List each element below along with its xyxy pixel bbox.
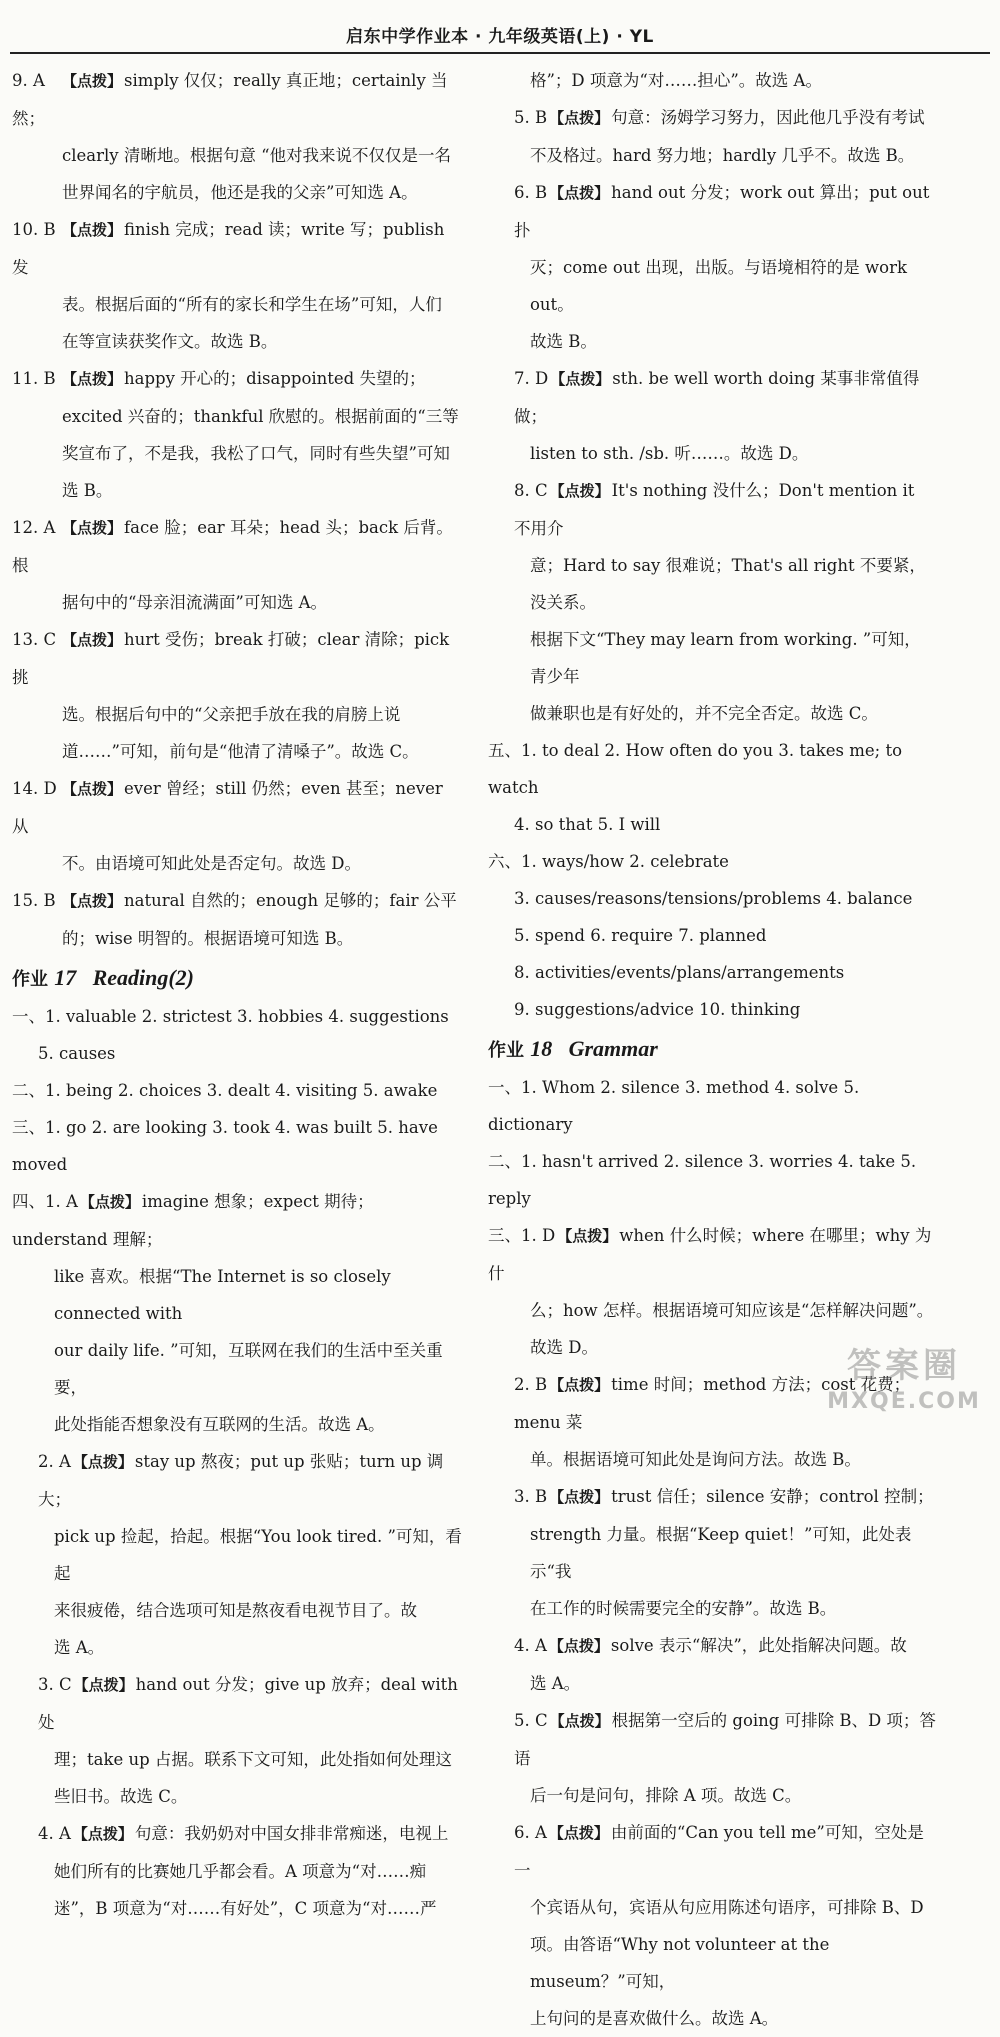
homework-18-heading <box>488 1030 936 1069</box>
answer-line: 故选 B。 <box>530 332 597 351</box>
section-text: 1. being 2. choices 3. dealt 4. visiting 5. awake <box>45 1081 438 1100</box>
answer-number: 11. B <box>12 369 56 388</box>
answer-line: 上句问的是喜欢做什么。故选 A。 <box>530 2009 779 2028</box>
answer-item <box>12 1443 464 1518</box>
answer-number: 1. A <box>45 1192 78 1211</box>
answer-line: 故选 D。 <box>530 1338 598 1357</box>
answer-line: 道……”可知，前句是“他清了清嗓子”。故选 C。 <box>62 742 419 761</box>
section-line <box>488 917 936 954</box>
homework-title: Grammar <box>568 1036 658 1061</box>
answer-text: 由前面的“Can you tell me”可知，空处是一 <box>514 1823 924 1880</box>
hint-tag: 【点拨】 <box>62 72 123 90</box>
answer-number: 2. A <box>38 1452 71 1471</box>
homework-number: 17 <box>54 965 77 990</box>
section-line <box>12 1035 464 1072</box>
answer-line: listen to sth. /sb. 听……。故选 D。 <box>530 444 809 463</box>
section-text: 4. so that 5. I will <box>514 815 661 834</box>
answer-line: 格”；D 项意为“对……担心”。故选 A。 <box>530 71 822 90</box>
answer-item <box>12 62 464 137</box>
section-line <box>488 954 936 991</box>
hint-tag: 【点拨】 <box>549 482 610 500</box>
hint-tag: 【点拨】 <box>62 519 123 537</box>
hint-tag: 【点拨】 <box>548 1637 609 1655</box>
answer-item <box>12 211 464 286</box>
section-number: 四、 <box>12 1192 45 1211</box>
answer-text: hand out 分发；give up 放弃；deal with 处 <box>38 1675 458 1732</box>
answer-number: 1. D <box>521 1226 556 1245</box>
answer-line: 奖宣布了，不是我，我松了口气，同时有些失望”可知 <box>62 444 450 463</box>
answer-number: 4. A <box>514 1636 547 1655</box>
section-line <box>488 880 936 917</box>
answer-number: 4. A <box>38 1824 71 1843</box>
answer-text: hand out 分发；work out 算出；put out 扑 <box>514 183 930 240</box>
answer-number: 5. B <box>514 108 548 127</box>
answer-number: 13. C <box>12 630 57 649</box>
homework-title: Reading(2) <box>92 965 195 990</box>
answer-line: 做兼职也是有好处的，并不完全否定。故选 C。 <box>530 704 878 723</box>
section-text: 3. causes/reasons/tensions/problems 4. balance <box>514 889 913 908</box>
section-text: 1. to deal 2. How often do you 3. takes me; to watch <box>488 741 903 797</box>
section-number: 一、 <box>12 1007 45 1026</box>
answer-line: 表。根据后面的“所有的家长和学生在场”可知，人们 <box>62 295 442 314</box>
answer-text: finish 完成；read 读；write 写；publish 发 <box>12 220 445 277</box>
hint-tag: 【点拨】 <box>62 780 123 798</box>
section-text: 9. suggestions/advice 10. thinking <box>514 1000 801 1019</box>
answer-line: 选 B。 <box>62 481 113 500</box>
answer-text: natural 自然的；enough 足够的；fair 公平 <box>124 891 457 910</box>
answer-item <box>12 770 464 845</box>
answer-line: 选 A。 <box>530 1674 581 1693</box>
answer-text: 根据第一空后的 going 可排除 B、D 项；答语 <box>514 1711 936 1768</box>
right-answer-list <box>488 99 936 732</box>
answer-line: 选 A。 <box>54 1638 105 1657</box>
section-line <box>488 1143 936 1217</box>
answer-number: 3. B <box>514 1487 548 1506</box>
answer-text: stay up 熬夜；put up 张贴；turn up 调大； <box>38 1452 444 1509</box>
right-continuation <box>488 62 936 99</box>
answer-text: 句意：汤姆学习努力，因此他几乎没有考试 <box>611 108 925 127</box>
answer-line: 理；take up 占据。联系下文可知，此处指如何处理这 <box>54 1750 452 1769</box>
section-number: 三、 <box>488 1226 521 1245</box>
hint-tag: 【点拨】 <box>549 1376 610 1394</box>
answer-line: 根据下文“They may learn from working. ”可知，青少年 <box>530 630 921 686</box>
section-number: 五、 <box>488 741 521 760</box>
answer-number: 14. D <box>12 779 57 798</box>
homework-label: 作业 <box>488 1040 524 1061</box>
answer-line: 些旧书。故选 C。 <box>54 1787 188 1806</box>
hint-tag: 【点拨】 <box>62 892 123 910</box>
left-answer-list <box>12 62 464 957</box>
answer-text: time 时间；method 方法；cost 花费；menu 菜 <box>514 1375 911 1432</box>
answer-line: clearly 清晰地。根据句意 “他对我来说不仅仅是一名 <box>62 146 452 165</box>
answer-item <box>12 1666 464 1741</box>
left-section-4 <box>12 1183 464 1927</box>
answer-line: our daily life. ”可知，互联网在我们的生活中至关重要， <box>54 1341 443 1397</box>
hint-tag: 【点拨】 <box>557 1227 618 1245</box>
section-line <box>488 991 936 1028</box>
answer-line: strength 力量。根据“Keep quiet！”可知，此处表示“我 <box>530 1525 912 1581</box>
watermark-en: MXQE.COM <box>827 1389 981 1414</box>
watermark-logo <box>820 1343 988 1429</box>
answer-line: 她们所有的比赛她几乎都会看。A 项意为“对……痴 <box>54 1862 427 1881</box>
answer-number: 6. A <box>514 1823 547 1842</box>
answer-line: 在工作的时候需要完全的安静”。故选 B。 <box>530 1599 837 1618</box>
page-header: 启东中学作业本 · 九年级英语(上) · YL <box>10 22 990 54</box>
answer-text: 句意：我奶奶对中国女排非常痴迷，电视上 <box>134 1824 449 1843</box>
answer-line: 在等宣读获奖作文。故选 B。 <box>62 332 278 351</box>
section-number: 三、 <box>12 1118 45 1137</box>
section-number: 一、 <box>488 1078 521 1097</box>
answer-line: 来很疲倦，结合选项可知是熬夜看电视节目了。故 <box>54 1601 417 1620</box>
section-text: 5. causes <box>38 1044 116 1063</box>
answer-text: ever 曾经；still 仍然；even 甚至；never 从 <box>12 779 443 836</box>
answer-item <box>12 1183 464 1258</box>
answer-line: like 喜欢。根据“The Internet is so closely connected with <box>54 1267 391 1323</box>
section-line <box>12 1109 464 1183</box>
answer-item <box>488 99 936 137</box>
hint-tag: 【点拨】 <box>72 1825 133 1843</box>
answer-line: 项。由答语“Why not volunteer at the museum？”可知， <box>530 1935 830 1991</box>
answer-item <box>488 1478 936 1516</box>
answer-line: 意；Hard to say 很难说；That's all right 不要紧，没关系。 <box>530 556 926 612</box>
answer-number: 7. D <box>514 369 549 388</box>
answer-text: face 脸；ear 耳朵；head 头；back 后背。根 <box>12 518 453 575</box>
answer-text: hurt 受伤；break 打破；clear 清除；pick 挑 <box>12 630 450 687</box>
answer-line: 此处指能否想象没有互联网的生活。故选 A。 <box>54 1415 385 1434</box>
answer-line: 么；how 怎样。根据语境可知应该是“怎样解决问题”。 <box>530 1301 934 1320</box>
answer-number: 6. B <box>514 183 548 202</box>
hint-tag: 【点拨】 <box>62 221 123 239</box>
section-number: 六、 <box>488 852 521 871</box>
hint-tag: 【点拨】 <box>548 1824 609 1842</box>
hint-tag: 【点拨】 <box>550 370 611 388</box>
answer-item <box>12 509 464 584</box>
hint-tag: 【点拨】 <box>549 1712 610 1730</box>
section-line <box>12 1072 464 1109</box>
section-number: 二、 <box>12 1081 45 1100</box>
answer-line: 个宾语从句，宾语从句应用陈述句语序，可排除 B、D <box>530 1898 924 1917</box>
answer-line: 不。由语境可知此处是否定句。故选 D。 <box>62 854 361 873</box>
answer-text: trust 信任；silence 安静；control 控制； <box>611 1487 934 1506</box>
answer-item <box>488 472 936 547</box>
answer-number: 15. B <box>12 891 56 910</box>
answer-number: 10. B <box>12 220 56 239</box>
hint-tag: 【点拨】 <box>73 1676 134 1694</box>
right-section-3 <box>488 1217 936 2037</box>
hint-tag: 【点拨】 <box>79 1193 140 1211</box>
answer-number: 5. C <box>514 1711 548 1730</box>
hint-tag: 【点拨】 <box>549 184 610 202</box>
answer-number: 12. A <box>12 518 56 537</box>
section-text: 5. spend 6. require 7. planned <box>514 926 767 945</box>
answer-item <box>12 360 464 398</box>
answer-text: happy 开心的；disappointed 失望的； <box>124 369 426 388</box>
answer-text: when 什么时候；where 在哪里；why 为什 <box>488 1226 932 1283</box>
section-text: 8. activities/events/plans/arrangements <box>514 963 845 982</box>
right-column <box>488 62 936 2037</box>
answer-line: excited 兴奋的；thankful 欣慰的。根据前面的“三等 <box>62 407 459 426</box>
section-line <box>488 1069 936 1143</box>
section-text: 1. valuable 2. strictest 3. hobbies 4. suggestions <box>45 1007 449 1026</box>
answer-line: 灭；come out 出现，出版。与语境相符的是 work out。 <box>530 258 907 314</box>
answer-text: sth. be well worth doing 某事非常值得做； <box>514 369 920 426</box>
answer-number: 3. C <box>38 1675 72 1694</box>
left-column <box>12 62 464 1927</box>
homework-label: 作业 <box>12 969 48 990</box>
answer-item <box>488 1217 936 1292</box>
section-line <box>488 806 936 843</box>
hint-tag: 【点拨】 <box>72 1453 133 1471</box>
answer-item <box>12 882 464 920</box>
answer-line: 单。根据语境可知此处是询问方法。故选 B。 <box>530 1450 861 1469</box>
answer-item <box>488 174 936 249</box>
answer-line: 后一句是问句，排除 A 项。故选 C。 <box>530 1786 802 1805</box>
section-line <box>488 732 936 806</box>
answer-line: 的；wise 明智的。根据语境可知选 B。 <box>62 929 354 948</box>
section-text: 1. ways/how 2. celebrate <box>521 852 729 871</box>
section-number: 二、 <box>488 1152 521 1171</box>
section-text: 1. Whom 2. silence 3. method 4. solve 5. dictionary <box>488 1078 860 1134</box>
answer-line: pick up 捡起，拾起。根据“You look tired. ”可知，看起 <box>54 1527 462 1583</box>
hint-tag: 【点拨】 <box>549 1488 610 1506</box>
answer-line: 选。根据后句中的“父亲把手放在我的肩膀上说 <box>62 705 401 724</box>
section-line <box>12 998 464 1035</box>
right-sections <box>488 732 936 1028</box>
watermark-cn: 答案圈 <box>847 1346 961 1386</box>
answer-item <box>12 621 464 696</box>
answer-line: 世界闻名的宇航员，他还是我的父亲”可知选 A。 <box>62 183 418 202</box>
answer-line: 迷”，B 项意为“对……有好处”，C 项意为“对……严 <box>54 1899 437 1918</box>
left-sections <box>12 998 464 1183</box>
answer-item <box>488 1814 936 1889</box>
answer-item <box>488 360 936 435</box>
answer-text: solve 表示“解决”，此处指解决问题。故 <box>610 1636 907 1655</box>
answer-text: simply 仅仅；really 真正地；certainly 当然； <box>12 71 448 128</box>
answer-text: imagine 想象；expect 期待；understand 理解； <box>12 1192 374 1249</box>
hint-tag: 【点拨】 <box>549 109 610 127</box>
answer-number: 8. C <box>514 481 548 500</box>
section-text: 1. hasn't arrived 2. silence 3. worries 4. take 5. reply <box>488 1152 917 1208</box>
answer-number: 2. B <box>514 1375 548 1394</box>
hint-tag: 【点拨】 <box>62 370 123 388</box>
right-sections-2 <box>488 1069 936 1217</box>
answer-text: It's nothing 没什么；Don't mention it 不用介 <box>514 481 915 538</box>
answer-line: 据句中的“母亲泪流满面”可知选 A。 <box>62 593 328 612</box>
section-text: 1. go 2. are looking 3. took 4. was built 5. have moved <box>12 1118 438 1174</box>
hint-tag: 【点拨】 <box>62 631 123 649</box>
answer-item <box>488 1702 936 1777</box>
answer-item <box>12 1815 464 1853</box>
homework-17-heading <box>12 959 464 998</box>
answer-item <box>488 1627 936 1665</box>
homework-number: 18 <box>530 1036 553 1061</box>
answer-number: 9. A <box>12 71 45 90</box>
answer-line: 不及格过。hard 努力地；hardly 几乎不。故选 B。 <box>530 146 915 165</box>
section-line <box>488 843 936 880</box>
